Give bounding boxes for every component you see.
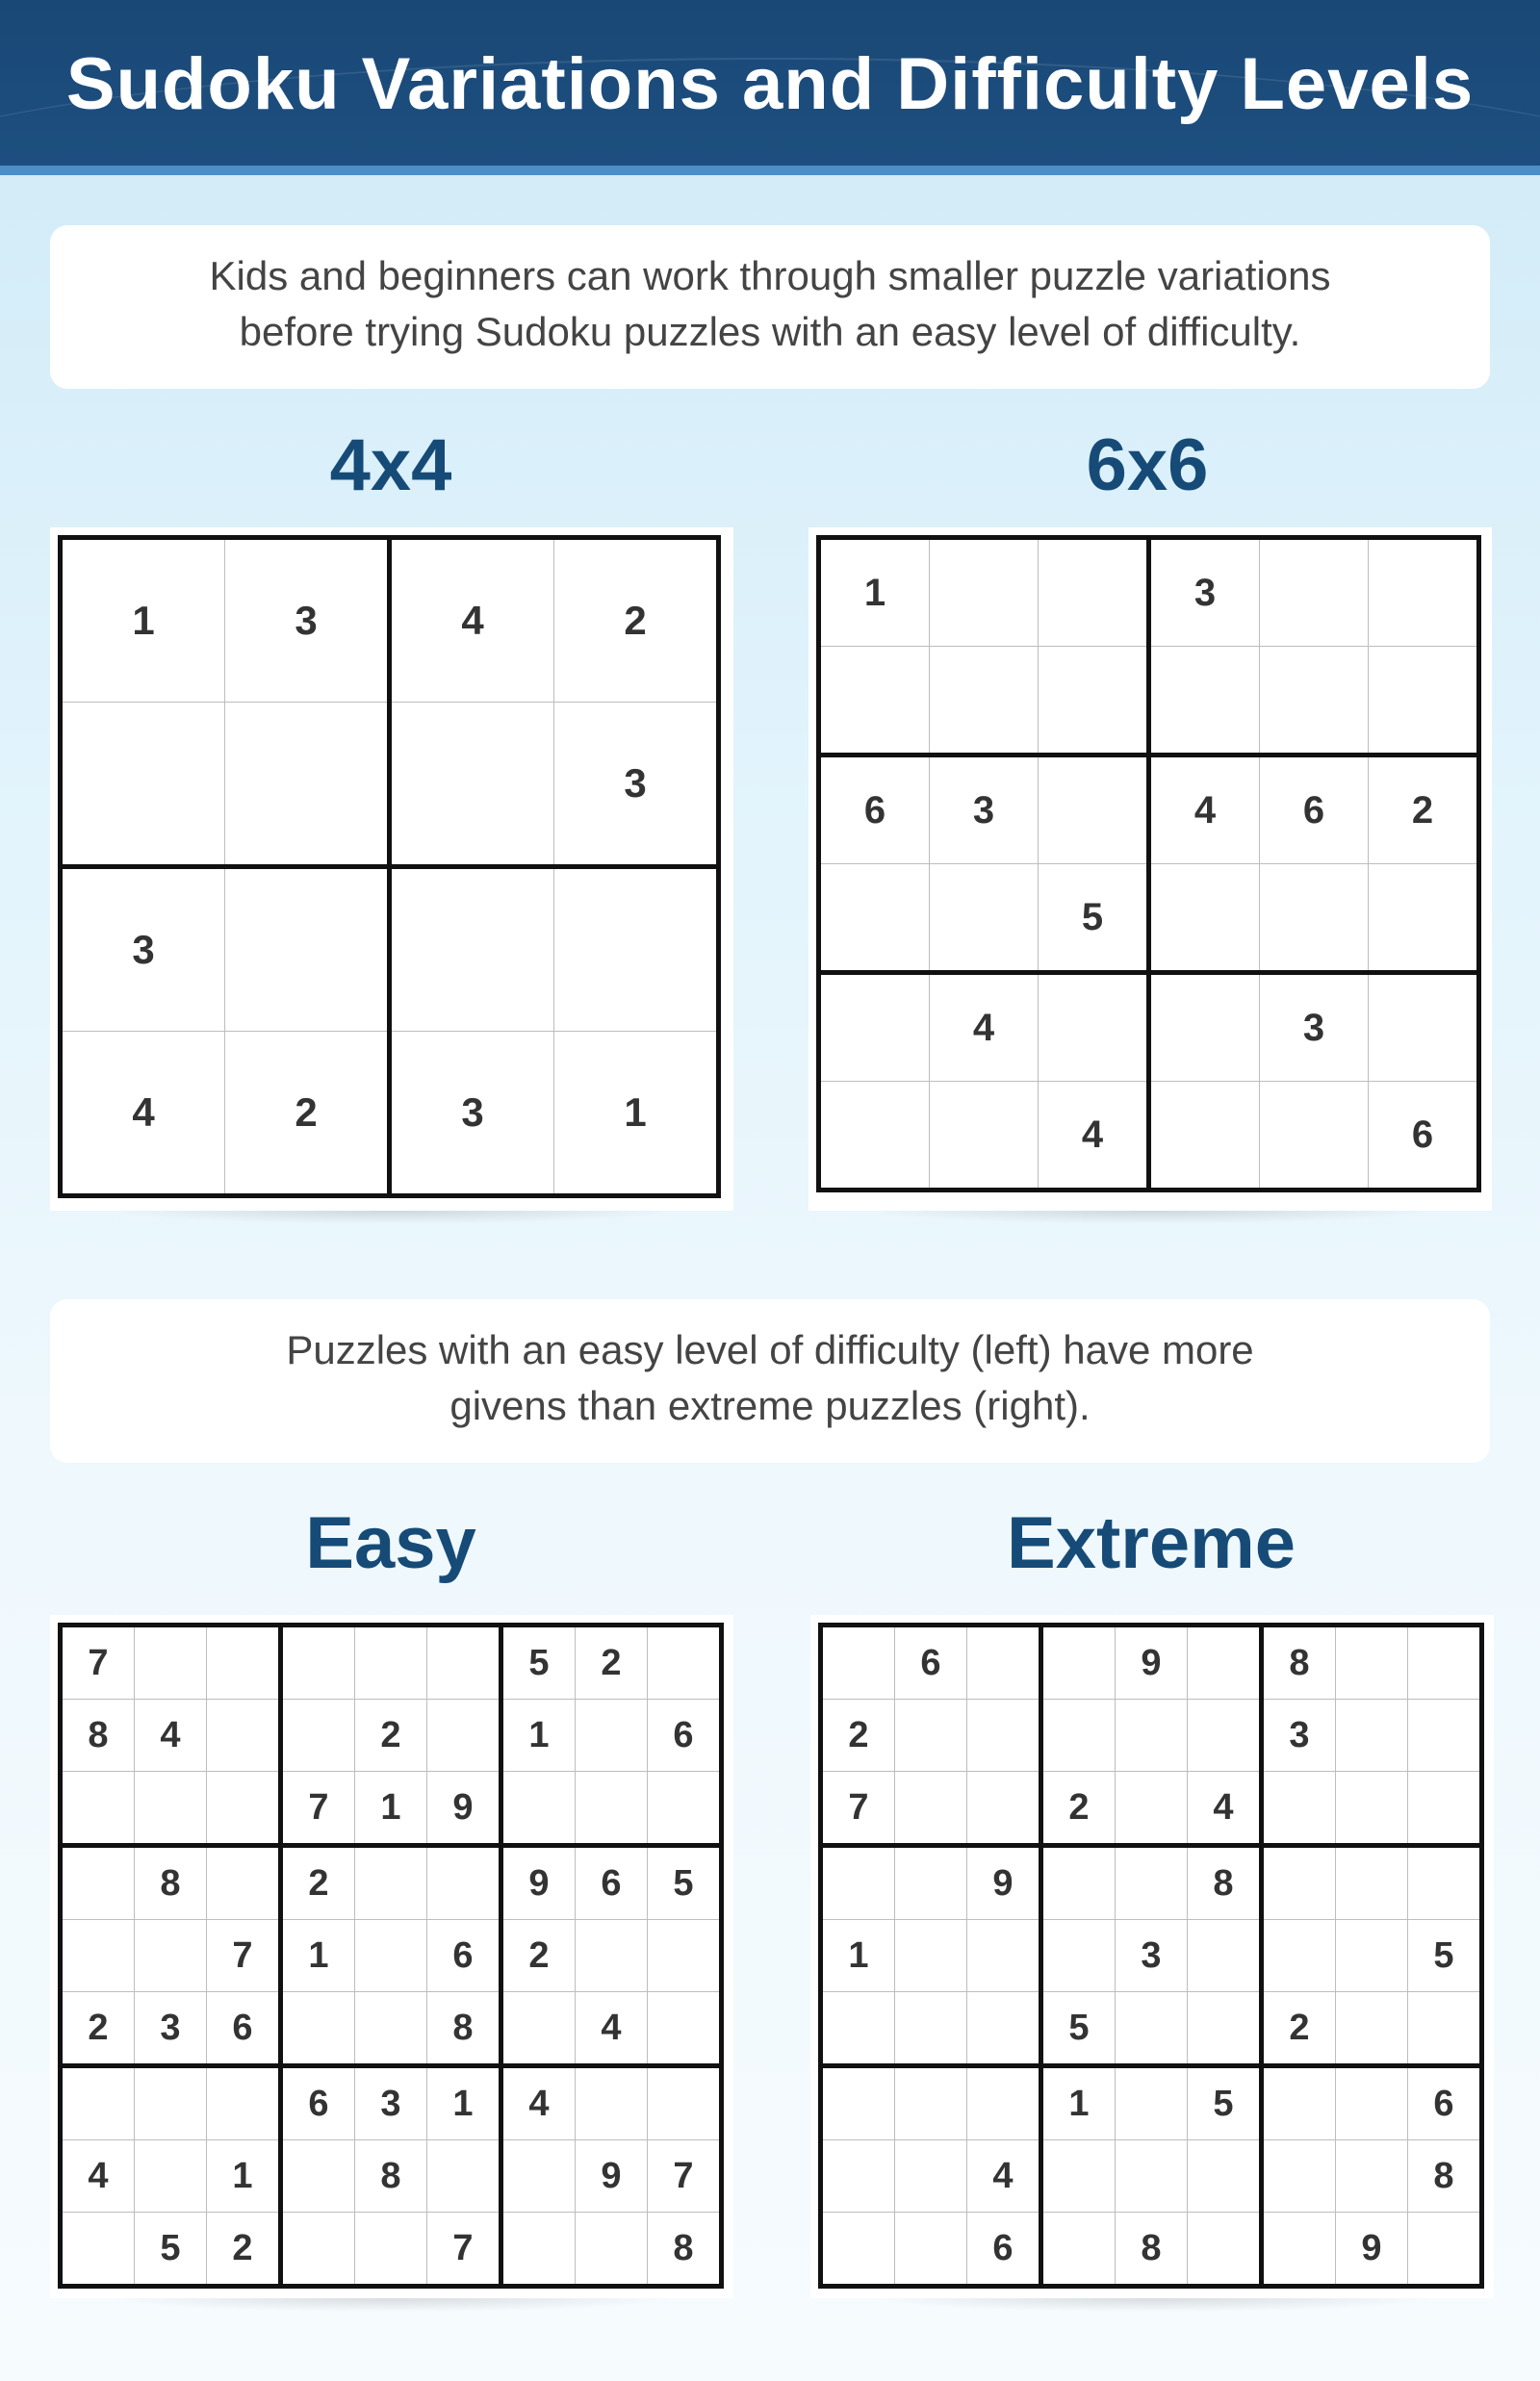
grid-row — [61, 1992, 722, 2066]
grid-cell: 1 — [1041, 2066, 1116, 2140]
grid-row — [821, 1846, 1482, 1920]
grid-cell — [135, 2066, 207, 2140]
grid-cell — [1116, 2066, 1188, 2140]
grid-cell — [967, 1920, 1041, 1992]
grid-cell — [207, 1846, 281, 1920]
grid-row — [821, 1700, 1482, 1772]
grid-cell: 1 — [355, 1772, 427, 1846]
grid-cell — [821, 2140, 895, 2213]
grid-cell — [821, 1626, 895, 1700]
sudoku-4x4-panel — [50, 527, 733, 1211]
grid-cell — [1262, 2066, 1336, 2140]
grid-cell — [281, 1700, 355, 1772]
grid-cell — [1041, 1920, 1116, 1992]
grid-cell: 3 — [225, 538, 390, 703]
grid-cell: 2 — [1369, 755, 1479, 864]
grid-cell — [1262, 1920, 1336, 1992]
grid-cell — [501, 2213, 576, 2287]
grid-cell — [135, 1772, 207, 1846]
grid-cell — [1188, 1700, 1262, 1772]
grid-cell — [501, 1992, 576, 2066]
grid-cell — [819, 864, 930, 973]
grid-cell — [1336, 2066, 1408, 2140]
grid-cell — [1369, 538, 1479, 647]
grid-cell — [1336, 2140, 1408, 2213]
grid-cell: 3 — [1260, 973, 1369, 1082]
grid-cell — [1336, 1992, 1408, 2066]
grid-cell: 5 — [1188, 2066, 1262, 2140]
grid-cell: 4 — [576, 1992, 648, 2066]
grid-cell — [1149, 973, 1260, 1082]
grid-cell: 9 — [1336, 2213, 1408, 2287]
grid-cell: 8 — [135, 1846, 207, 1920]
grid-cell — [1188, 1626, 1262, 1700]
grid-cell: 7 — [427, 2213, 501, 2287]
grid-row — [821, 1772, 1482, 1846]
grid-cell — [1041, 2213, 1116, 2287]
difficulty-note-line-1: Puzzles with an easy level of difficulty (left) have more — [286, 1327, 1254, 1372]
grid-cell — [821, 1846, 895, 1920]
grid-cell — [1260, 864, 1369, 973]
grid-cell: 7 — [648, 2140, 722, 2213]
grid-cell: 5 — [135, 2213, 207, 2287]
grid-cell — [895, 2213, 967, 2287]
grid-row — [61, 2140, 722, 2213]
grid-cell — [895, 1846, 967, 1920]
grid-cell — [501, 2140, 576, 2213]
grid-cell: 6 — [207, 1992, 281, 2066]
grid-cell: 2 — [281, 1846, 355, 1920]
grid-cell: 9 — [967, 1846, 1041, 1920]
grid-cell — [1408, 1772, 1482, 1846]
grid-cell: 2 — [355, 1700, 427, 1772]
grid-cell: 3 — [930, 755, 1039, 864]
grid-cell: 5 — [1408, 1920, 1482, 1992]
grid-cell: 8 — [1408, 2140, 1482, 2213]
grid-cell: 2 — [821, 1700, 895, 1772]
grid-cell — [1369, 864, 1479, 973]
grid-cell: 2 — [576, 1626, 648, 1700]
grid-cell — [930, 1082, 1039, 1190]
grid-cell: 1 — [61, 538, 225, 703]
grid-cell — [1039, 973, 1149, 1082]
grid-cell — [427, 1846, 501, 1920]
grid-cell — [1188, 2140, 1262, 2213]
grid-row — [819, 755, 1479, 864]
grid-row — [61, 1920, 722, 1992]
grid-cell — [967, 1772, 1041, 1846]
grid-cell: 2 — [225, 1032, 390, 1196]
grid-cell — [1041, 1700, 1116, 1772]
grid-cell: 5 — [501, 1626, 576, 1700]
grid-cell — [648, 1920, 722, 1992]
grid-cell — [1116, 1846, 1188, 1920]
grid-cell — [207, 1772, 281, 1846]
grid-label-6x6: 6x6 — [1086, 424, 1209, 506]
grid-cell: 6 — [427, 1920, 501, 1992]
grid-cell: 1 — [427, 2066, 501, 2140]
grid-cell — [390, 703, 554, 867]
grid-cell: 2 — [61, 1992, 135, 2066]
difficulty-note — [50, 1299, 1490, 1463]
grid-cell — [1260, 538, 1369, 647]
grid-cell — [1336, 1920, 1408, 1992]
grid-cell — [821, 2066, 895, 2140]
grid-cell — [207, 1700, 281, 1772]
grid-cell: 3 — [1149, 538, 1260, 647]
grid-cell: 9 — [576, 2140, 648, 2213]
grid-cell — [1408, 1626, 1482, 1700]
grid-cell — [930, 864, 1039, 973]
grid-cell — [1041, 2140, 1116, 2213]
grid-row — [61, 2066, 722, 2140]
grid-cell — [355, 1992, 427, 2066]
grid-cell — [1369, 973, 1479, 1082]
grid-row — [819, 864, 1479, 973]
difficulty-note-line-2: givens than extreme puzzles (right). — [449, 1383, 1091, 1428]
grid-cell — [967, 2066, 1041, 2140]
grid-cell: 2 — [554, 538, 719, 703]
grid-cell — [1188, 1992, 1262, 2066]
grid-cell — [967, 1992, 1041, 2066]
grid-row — [61, 1846, 722, 1920]
grid-cell — [427, 2140, 501, 2213]
grid-cell: 6 — [967, 2213, 1041, 2287]
grid-cell — [1408, 1846, 1482, 1920]
grid-cell — [355, 1846, 427, 1920]
grid-cell: 4 — [135, 1700, 207, 1772]
grid-cell: 4 — [390, 538, 554, 703]
grid-cell: 6 — [819, 755, 930, 864]
grid-cell: 3 — [1116, 1920, 1188, 1992]
sudoku-grid-6x6 — [816, 535, 1481, 1192]
sudoku-grid-easy — [58, 1623, 724, 2289]
grid-cell: 1 — [819, 538, 930, 647]
grid-cell — [819, 647, 930, 755]
grid-cell: 8 — [1262, 1626, 1336, 1700]
grid-cell: 4 — [61, 2140, 135, 2213]
grid-cell: 1 — [207, 2140, 281, 2213]
grid-cell — [576, 1700, 648, 1772]
grid-cell — [1116, 2140, 1188, 2213]
grid-cell: 8 — [1188, 1846, 1262, 1920]
grid-cell — [1408, 2213, 1482, 2287]
grid-cell — [281, 2140, 355, 2213]
grid-cell — [61, 1846, 135, 1920]
grid-cell — [648, 1626, 722, 1700]
grid-cell: 3 — [390, 1032, 554, 1196]
grid-cell: 9 — [501, 1846, 576, 1920]
grid-cell — [1262, 1846, 1336, 1920]
grid-row — [819, 647, 1479, 755]
grid-cell: 2 — [1041, 1772, 1116, 1846]
grid-cell: 6 — [1369, 1082, 1479, 1190]
grid-cell: 6 — [895, 1626, 967, 1700]
grid-cell — [648, 1772, 722, 1846]
grid-cell — [895, 1772, 967, 1846]
grid-cell — [225, 867, 390, 1032]
grid-cell: 5 — [648, 1846, 722, 1920]
grid-cell: 4 — [61, 1032, 225, 1196]
grid-cell — [501, 1772, 576, 1846]
grid-cell — [895, 1700, 967, 1772]
grid-cell — [355, 2213, 427, 2287]
grid-cell: 4 — [501, 2066, 576, 2140]
grid-cell — [819, 973, 930, 1082]
grid-cell: 1 — [501, 1700, 576, 1772]
grid-cell — [1149, 864, 1260, 973]
grid-label-4x4: 4x4 — [329, 424, 452, 506]
grid-cell: 9 — [1116, 1626, 1188, 1700]
grid-cell: 8 — [355, 2140, 427, 2213]
grid-cell — [135, 2140, 207, 2213]
grid-cell: 8 — [61, 1700, 135, 1772]
intro-note-line-1: Kids and beginners can work through smaller puzzle variations — [209, 253, 1331, 298]
grid-cell: 4 — [1149, 755, 1260, 864]
grid-cell — [207, 2066, 281, 2140]
grid-cell — [576, 1920, 648, 1992]
grid-cell — [1039, 647, 1149, 755]
grid-cell: 8 — [1116, 2213, 1188, 2287]
intro-note-line-2: before trying Sudoku puzzles with an easy level of difficulty. — [239, 309, 1301, 354]
grid-cell: 7 — [207, 1920, 281, 1992]
grid-cell — [821, 1992, 895, 2066]
grid-cell: 6 — [281, 2066, 355, 2140]
grid-label-extreme: Extreme — [1007, 1502, 1296, 1584]
grid-cell — [1039, 755, 1149, 864]
grid-cell — [819, 1082, 930, 1190]
grid-cell — [576, 2213, 648, 2287]
grid-cell — [225, 703, 390, 867]
sudoku-easy-panel — [50, 1615, 733, 2298]
sudoku-6x6-panel — [808, 527, 1492, 1211]
grid-cell — [281, 1992, 355, 2066]
grid-cell: 6 — [648, 1700, 722, 1772]
grid-cell — [355, 1920, 427, 1992]
grid-cell — [967, 1626, 1041, 1700]
grid-cell — [61, 1920, 135, 1992]
grid-cell — [895, 1920, 967, 1992]
grid-cell: 3 — [61, 867, 225, 1032]
grid-row — [819, 973, 1479, 1082]
intro-note — [50, 225, 1490, 389]
grid-row — [61, 1032, 719, 1196]
grid-row — [61, 1626, 722, 1700]
grid-cell: 4 — [1188, 1772, 1262, 1846]
grid-cell: 6 — [1408, 2066, 1482, 2140]
grid-cell: 4 — [930, 973, 1039, 1082]
grid-row — [821, 1992, 1482, 2066]
grid-cell — [648, 2066, 722, 2140]
grid-cell — [967, 1700, 1041, 1772]
grid-cell — [1408, 1700, 1482, 1772]
grid-cell — [1116, 1992, 1188, 2066]
grid-cell — [1336, 1700, 1408, 1772]
grid-cell — [135, 1920, 207, 1992]
grid-cell: 4 — [967, 2140, 1041, 2213]
grid-row — [819, 538, 1479, 647]
grid-cell — [427, 1626, 501, 1700]
grid-cell — [1262, 2140, 1336, 2213]
grid-cell — [1116, 1772, 1188, 1846]
grid-cell — [1149, 1082, 1260, 1190]
sudoku-extreme-panel — [810, 1615, 1494, 2298]
grid-row — [821, 2140, 1482, 2213]
grid-label-easy: Easy — [305, 1502, 476, 1584]
grid-cell — [1260, 1082, 1369, 1190]
grid-cell — [281, 2213, 355, 2287]
grid-cell: 1 — [821, 1920, 895, 1992]
grid-cell — [390, 867, 554, 1032]
grid-row — [61, 867, 719, 1032]
grid-row — [61, 2213, 722, 2287]
grid-cell — [427, 1700, 501, 1772]
grid-cell — [355, 1626, 427, 1700]
grid-cell: 3 — [135, 1992, 207, 2066]
grid-cell: 2 — [501, 1920, 576, 1992]
grid-row — [819, 1082, 1479, 1190]
grid-cell — [576, 1772, 648, 1846]
grid-cell: 1 — [281, 1920, 355, 1992]
grid-cell — [1188, 1920, 1262, 1992]
grid-cell — [821, 2213, 895, 2287]
grid-cell: 6 — [576, 1846, 648, 1920]
grid-cell — [61, 2066, 135, 2140]
grid-cell: 5 — [1039, 864, 1149, 973]
grid-cell: 2 — [1262, 1992, 1336, 2066]
grid-cell — [1336, 1626, 1408, 1700]
grid-cell — [1116, 1700, 1188, 1772]
grid-cell: 4 — [1039, 1082, 1149, 1190]
grid-cell — [554, 867, 719, 1032]
grid-cell — [1336, 1772, 1408, 1846]
grid-cell: 6 — [1260, 755, 1369, 864]
grid-row — [61, 538, 719, 703]
grid-cell — [1336, 1846, 1408, 1920]
grid-cell — [207, 1626, 281, 1700]
grid-cell — [895, 2140, 967, 2213]
grid-cell — [895, 2066, 967, 2140]
grid-cell: 3 — [1262, 1700, 1336, 1772]
grid-cell — [895, 1992, 967, 2066]
grid-row — [821, 1920, 1482, 1992]
grid-row — [61, 703, 719, 867]
grid-cell: 3 — [355, 2066, 427, 2140]
grid-cell: 7 — [821, 1772, 895, 1846]
sudoku-grid-extreme — [818, 1623, 1484, 2289]
grid-cell — [1188, 2213, 1262, 2287]
grid-cell — [61, 2213, 135, 2287]
grid-cell: 1 — [554, 1032, 719, 1196]
grid-cell — [1041, 1846, 1116, 1920]
grid-cell: 5 — [1041, 1992, 1116, 2066]
grid-row — [61, 1772, 722, 1846]
grid-cell — [61, 1772, 135, 1846]
grid-cell — [576, 2066, 648, 2140]
grid-cell — [1149, 647, 1260, 755]
grid-cell: 7 — [281, 1772, 355, 1846]
grid-cell: 2 — [207, 2213, 281, 2287]
grid-cell — [61, 703, 225, 867]
grid-cell — [1039, 538, 1149, 647]
page-title: Sudoku Variations and Difficulty Levels — [65, 43, 1475, 125]
grid-cell — [135, 1626, 207, 1700]
grid-cell — [1408, 1992, 1482, 2066]
grid-cell — [1262, 1772, 1336, 1846]
grid-cell — [930, 647, 1039, 755]
grid-cell: 3 — [554, 703, 719, 867]
grid-row — [61, 1700, 722, 1772]
grid-row — [821, 1626, 1482, 1700]
grid-cell — [1369, 647, 1479, 755]
grid-cell: 8 — [427, 1992, 501, 2066]
grid-cell — [1041, 1626, 1116, 1700]
grid-cell: 7 — [61, 1626, 135, 1700]
grid-row — [821, 2213, 1482, 2287]
grid-row — [821, 2066, 1482, 2140]
sudoku-grid-4x4 — [58, 535, 721, 1198]
grid-cell — [1262, 2213, 1336, 2287]
grid-cell — [281, 1626, 355, 1700]
grid-cell — [1260, 647, 1369, 755]
grid-cell: 9 — [427, 1772, 501, 1846]
grid-cell — [648, 1992, 722, 2066]
grid-cell — [930, 538, 1039, 647]
grid-cell: 8 — [648, 2213, 722, 2287]
page-header — [0, 0, 1540, 175]
